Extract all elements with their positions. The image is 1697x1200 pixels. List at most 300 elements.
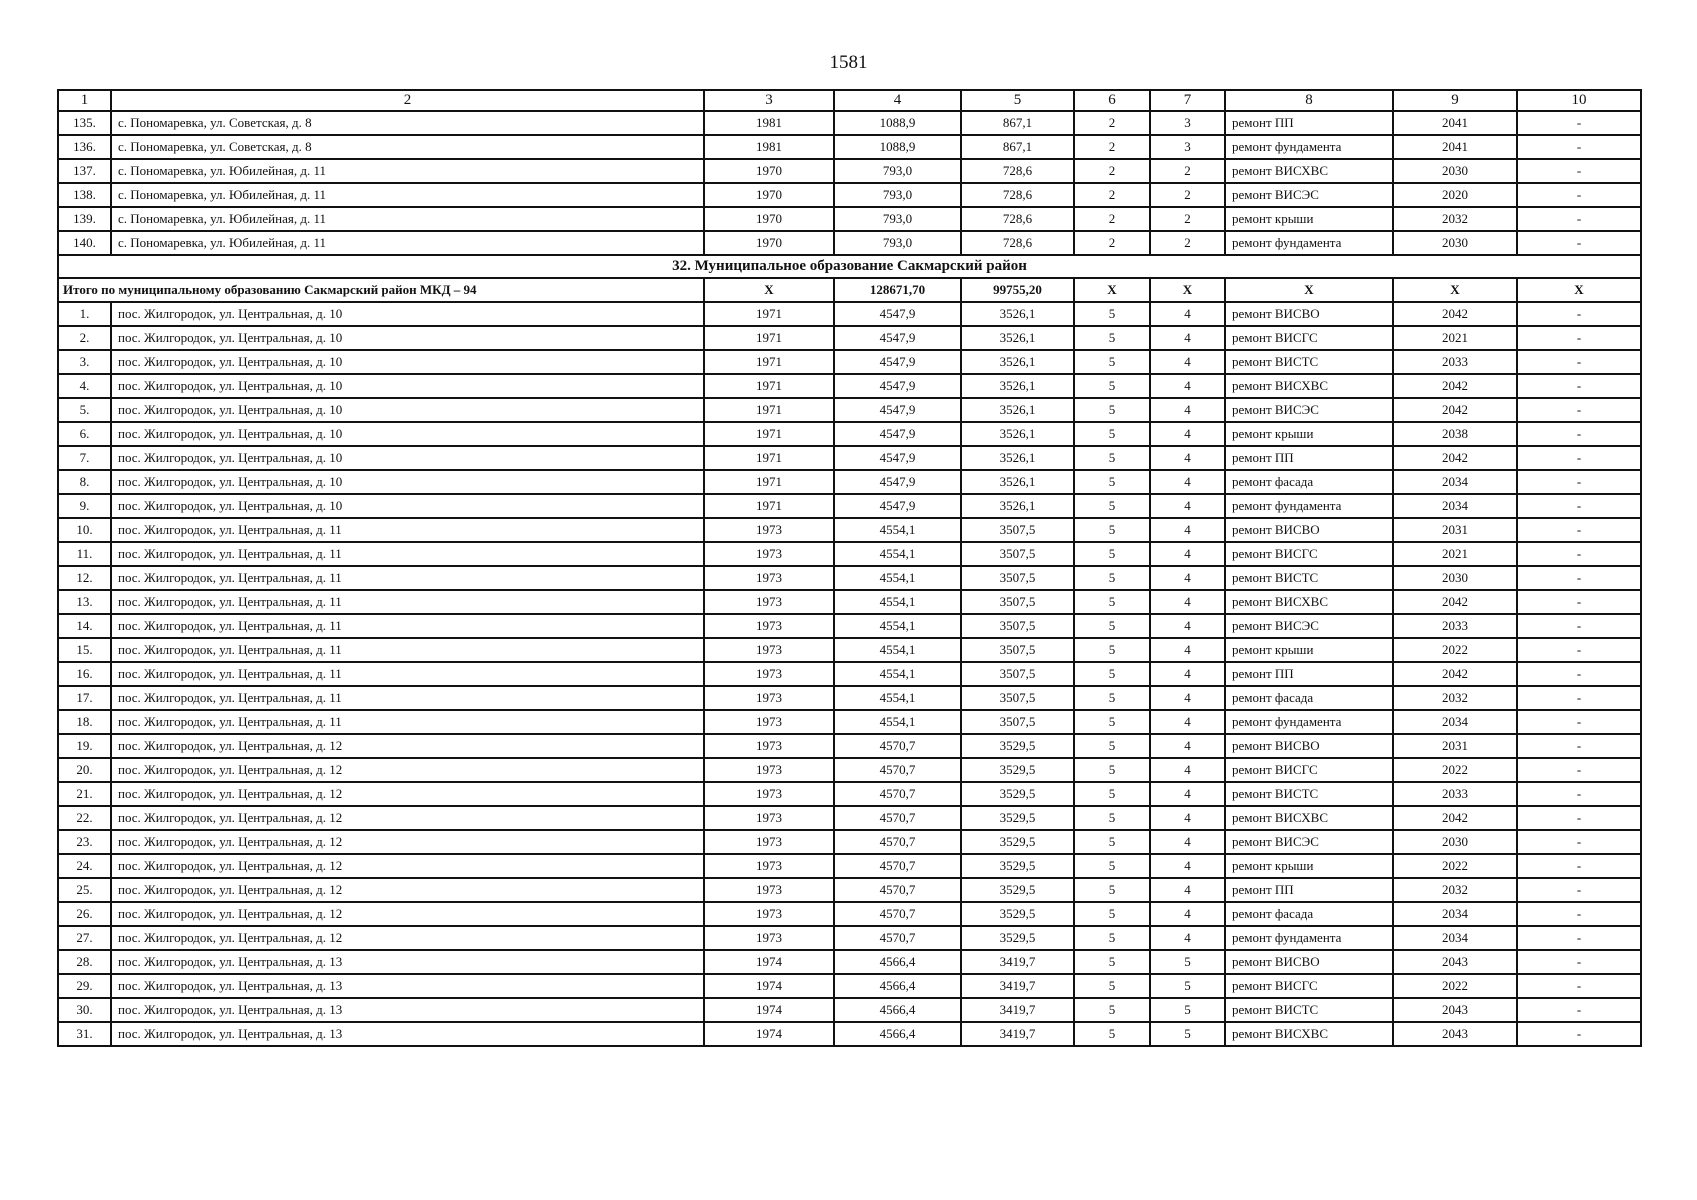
entrances-cell: 4: [1150, 350, 1225, 374]
floors-cell: 5: [1074, 878, 1150, 902]
table-row: [58, 542, 1641, 566]
row-number-cell: 25.: [58, 878, 111, 902]
floors-cell: 5: [1074, 926, 1150, 950]
address-cell: пос. Жилгородок, ул. Центральная, д. 11: [111, 614, 704, 638]
column-number: 3: [704, 90, 834, 111]
living-area-cell: 728,6: [961, 231, 1074, 255]
row-number-cell: 31.: [58, 1022, 111, 1046]
build-year-cell: 1974: [704, 950, 834, 974]
table-row: [58, 878, 1641, 902]
living-area-cell: 3529,5: [961, 806, 1074, 830]
work-type-cell: ремонт крыши: [1225, 207, 1393, 231]
total-area-cell: 4547,9: [834, 398, 961, 422]
row-number-cell: 15.: [58, 638, 111, 662]
work-type-cell: ремонт ВИСВО: [1225, 518, 1393, 542]
planned-year-cell: 2022: [1393, 758, 1517, 782]
row-number-cell: 12.: [58, 566, 111, 590]
address-cell: пос. Жилгородок, ул. Центральная, д. 12: [111, 878, 704, 902]
address-cell: пос. Жилгородок, ул. Центральная, д. 13: [111, 974, 704, 998]
work-type-cell: ремонт ВИСХВС: [1225, 1022, 1393, 1046]
entrances-cell: 4: [1150, 830, 1225, 854]
work-type-cell: ремонт ВИСГС: [1225, 326, 1393, 350]
floors-cell: 5: [1074, 326, 1150, 350]
note-cell: -: [1517, 566, 1641, 590]
floors-cell: 5: [1074, 542, 1150, 566]
note-cell: -: [1517, 878, 1641, 902]
total-area-cell: 4554,1: [834, 638, 961, 662]
address-cell: пос. Жилгородок, ул. Центральная, д. 11: [111, 542, 704, 566]
entrances-cell: 4: [1150, 686, 1225, 710]
table-row: [58, 998, 1641, 1022]
planned-year-cell: 2041: [1393, 111, 1517, 135]
build-year-cell: 1973: [704, 662, 834, 686]
table-row: [58, 566, 1641, 590]
living-area-cell: 3526,1: [961, 326, 1074, 350]
entrances-cell: 4: [1150, 614, 1225, 638]
floors-cell: 5: [1074, 662, 1150, 686]
column-number: 6: [1074, 90, 1150, 111]
address-cell: пос. Жилгородок, ул. Центральная, д. 11: [111, 590, 704, 614]
planned-year-cell: 2043: [1393, 950, 1517, 974]
living-area-cell: 3526,1: [961, 398, 1074, 422]
column-number: 1: [58, 90, 111, 111]
planned-year-cell: 2033: [1393, 614, 1517, 638]
floors-cell: 5: [1074, 830, 1150, 854]
table-row: [58, 710, 1641, 734]
floors-cell: 5: [1074, 806, 1150, 830]
build-year-cell: 1973: [704, 710, 834, 734]
living-area-cell: 3507,5: [961, 542, 1074, 566]
table-row: [58, 1022, 1641, 1046]
note-cell: -: [1517, 446, 1641, 470]
living-area-cell: 867,1: [961, 135, 1074, 159]
entrances-cell: 4: [1150, 374, 1225, 398]
work-type-cell: ремонт ВИСТС: [1225, 782, 1393, 806]
living-area-cell: 3529,5: [961, 926, 1074, 950]
work-type-cell: ремонт крыши: [1225, 638, 1393, 662]
floors-cell: 5: [1074, 518, 1150, 542]
note-cell: -: [1517, 135, 1641, 159]
work-type-cell: ремонт ВИСВО: [1225, 950, 1393, 974]
floors-cell: 5: [1074, 782, 1150, 806]
table-row: [58, 111, 1641, 135]
build-year-cell: 1973: [704, 614, 834, 638]
column-number-row: [58, 90, 1641, 111]
floors-cell: 5: [1074, 422, 1150, 446]
living-area-cell: 3507,5: [961, 686, 1074, 710]
build-year-cell: 1971: [704, 350, 834, 374]
note-cell: -: [1517, 159, 1641, 183]
planned-year-cell: 2034: [1393, 902, 1517, 926]
entrances-cell: 2: [1150, 183, 1225, 207]
floors-cell: 5: [1074, 902, 1150, 926]
living-area-cell: 3526,1: [961, 374, 1074, 398]
address-cell: пос. Жилгородок, ул. Центральная, д. 10: [111, 398, 704, 422]
total-area-cell: 4547,9: [834, 446, 961, 470]
row-number-cell: 136.: [58, 135, 111, 159]
living-area-cell: 3529,5: [961, 878, 1074, 902]
planned-year-cell: 2042: [1393, 446, 1517, 470]
entrances-cell: 4: [1150, 638, 1225, 662]
repair-schedule-table: [57, 89, 1642, 1047]
address-cell: пос. Жилгородок, ул. Центральная, д. 10: [111, 494, 704, 518]
entrances-cell: 4: [1150, 494, 1225, 518]
table-row: [58, 734, 1641, 758]
total-area-cell: 4566,4: [834, 998, 961, 1022]
address-cell: с. Пономаревка, ул. Юбилейная, д. 11: [111, 159, 704, 183]
table-row: [58, 950, 1641, 974]
floors-cell: 2: [1074, 111, 1150, 135]
note-cell: -: [1517, 470, 1641, 494]
build-year-cell: 1971: [704, 302, 834, 326]
total-area-cell: 4570,7: [834, 854, 961, 878]
total-area-cell: 4570,7: [834, 830, 961, 854]
planned-year-cell: 2020: [1393, 183, 1517, 207]
work-type-cell: ремонт фундамента: [1225, 231, 1393, 255]
table-row: [58, 374, 1641, 398]
note-cell: -: [1517, 350, 1641, 374]
build-year-cell: 1973: [704, 542, 834, 566]
build-year-cell: 1971: [704, 422, 834, 446]
build-year-cell: 1973: [704, 590, 834, 614]
living-area-cell: 3507,5: [961, 614, 1074, 638]
table-row: [58, 830, 1641, 854]
floors-cell: 5: [1074, 350, 1150, 374]
living-area-cell: 3526,1: [961, 446, 1074, 470]
note-cell: -: [1517, 950, 1641, 974]
planned-year-cell: 2030: [1393, 566, 1517, 590]
floors-cell: 5: [1074, 374, 1150, 398]
note-cell: -: [1517, 111, 1641, 135]
note-cell: -: [1517, 494, 1641, 518]
note-cell: -: [1517, 734, 1641, 758]
address-cell: пос. Жилгородок, ул. Центральная, д. 10: [111, 422, 704, 446]
build-year-cell: 1971: [704, 446, 834, 470]
build-year-cell: 1973: [704, 878, 834, 902]
total-cell: X: [1074, 278, 1150, 302]
total-area-cell: 793,0: [834, 207, 961, 231]
note-cell: -: [1517, 183, 1641, 207]
note-cell: -: [1517, 302, 1641, 326]
row-number-cell: 13.: [58, 590, 111, 614]
entrances-cell: 4: [1150, 758, 1225, 782]
table-row: [58, 470, 1641, 494]
build-year-cell: 1970: [704, 231, 834, 255]
row-number-cell: 30.: [58, 998, 111, 1022]
column-number: 4: [834, 90, 961, 111]
build-year-cell: 1973: [704, 686, 834, 710]
build-year-cell: 1971: [704, 494, 834, 518]
row-number-cell: 8.: [58, 470, 111, 494]
living-area-cell: 3507,5: [961, 518, 1074, 542]
planned-year-cell: 2030: [1393, 231, 1517, 255]
work-type-cell: ремонт ПП: [1225, 446, 1393, 470]
total-area-cell: 4570,7: [834, 806, 961, 830]
entrances-cell: 4: [1150, 470, 1225, 494]
living-area-cell: 728,6: [961, 159, 1074, 183]
table-row: [58, 183, 1641, 207]
table-row: [58, 350, 1641, 374]
entrances-cell: 4: [1150, 806, 1225, 830]
build-year-cell: 1974: [704, 974, 834, 998]
planned-year-cell: 2022: [1393, 974, 1517, 998]
entrances-cell: 2: [1150, 159, 1225, 183]
table-row: [58, 494, 1641, 518]
floors-cell: 2: [1074, 135, 1150, 159]
floors-cell: 2: [1074, 207, 1150, 231]
floors-cell: 2: [1074, 159, 1150, 183]
build-year-cell: 1973: [704, 854, 834, 878]
planned-year-cell: 2032: [1393, 686, 1517, 710]
planned-year-cell: 2022: [1393, 638, 1517, 662]
entrances-cell: 4: [1150, 902, 1225, 926]
planned-year-cell: 2042: [1393, 302, 1517, 326]
living-area-cell: 3419,7: [961, 998, 1074, 1022]
address-cell: пос. Жилгородок, ул. Центральная, д. 10: [111, 470, 704, 494]
table-row: [58, 518, 1641, 542]
entrances-cell: 4: [1150, 446, 1225, 470]
floors-cell: 5: [1074, 710, 1150, 734]
entrances-cell: 5: [1150, 998, 1225, 1022]
living-area-cell: 728,6: [961, 183, 1074, 207]
planned-year-cell: 2034: [1393, 470, 1517, 494]
planned-year-cell: 2043: [1393, 998, 1517, 1022]
build-year-cell: 1973: [704, 830, 834, 854]
entrances-cell: 4: [1150, 782, 1225, 806]
entrances-cell: 4: [1150, 518, 1225, 542]
entrances-cell: 4: [1150, 710, 1225, 734]
table-row: [58, 758, 1641, 782]
floors-cell: 5: [1074, 590, 1150, 614]
living-area-cell: 3529,5: [961, 758, 1074, 782]
row-number-cell: 23.: [58, 830, 111, 854]
build-year-cell: 1974: [704, 1022, 834, 1046]
floors-cell: 5: [1074, 470, 1150, 494]
address-cell: пос. Жилгородок, ул. Центральная, д. 13: [111, 998, 704, 1022]
living-area-cell: 3529,5: [961, 734, 1074, 758]
table-row: [58, 782, 1641, 806]
table-row: [58, 614, 1641, 638]
address-cell: пос. Жилгородок, ул. Центральная, д. 11: [111, 710, 704, 734]
entrances-cell: 4: [1150, 302, 1225, 326]
entrances-cell: 2: [1150, 231, 1225, 255]
build-year-cell: 1973: [704, 638, 834, 662]
work-type-cell: ремонт ВИСЭС: [1225, 614, 1393, 638]
entrances-cell: 4: [1150, 422, 1225, 446]
work-type-cell: ремонт фундамента: [1225, 135, 1393, 159]
work-type-cell: ремонт ВИСХВС: [1225, 806, 1393, 830]
row-number-cell: 139.: [58, 207, 111, 231]
table-row: [58, 231, 1641, 255]
address-cell: пос. Жилгородок, ул. Центральная, д. 11: [111, 566, 704, 590]
work-type-cell: ремонт ПП: [1225, 878, 1393, 902]
build-year-cell: 1973: [704, 902, 834, 926]
row-number-cell: 7.: [58, 446, 111, 470]
work-type-cell: ремонт ВИСЭС: [1225, 830, 1393, 854]
total-area-cell: 4570,7: [834, 758, 961, 782]
address-cell: пос. Жилгородок, ул. Центральная, д. 11: [111, 638, 704, 662]
work-type-cell: ремонт фундамента: [1225, 710, 1393, 734]
planned-year-cell: 2042: [1393, 590, 1517, 614]
table-row: [58, 422, 1641, 446]
work-type-cell: ремонт ВИСВО: [1225, 734, 1393, 758]
note-cell: -: [1517, 207, 1641, 231]
floors-cell: 2: [1074, 183, 1150, 207]
entrances-cell: 4: [1150, 662, 1225, 686]
floors-cell: 5: [1074, 974, 1150, 998]
address-cell: пос. Жилгородок, ул. Центральная, д. 10: [111, 350, 704, 374]
total-area-cell: 4570,7: [834, 734, 961, 758]
note-cell: -: [1517, 326, 1641, 350]
entrances-cell: 4: [1150, 326, 1225, 350]
table-row: [58, 638, 1641, 662]
floors-cell: 5: [1074, 398, 1150, 422]
planned-year-cell: 2030: [1393, 830, 1517, 854]
row-number-cell: 11.: [58, 542, 111, 566]
entrances-cell: 4: [1150, 926, 1225, 950]
planned-year-cell: 2042: [1393, 806, 1517, 830]
total-area-cell: 4570,7: [834, 878, 961, 902]
planned-year-cell: 2021: [1393, 542, 1517, 566]
living-area-cell: 3526,1: [961, 302, 1074, 326]
note-cell: -: [1517, 374, 1641, 398]
table-row: [58, 662, 1641, 686]
row-number-cell: 3.: [58, 350, 111, 374]
total-area-cell: 4547,9: [834, 422, 961, 446]
planned-year-cell: 2043: [1393, 1022, 1517, 1046]
build-year-cell: 1973: [704, 566, 834, 590]
table-row: [58, 302, 1641, 326]
row-number-cell: 28.: [58, 950, 111, 974]
address-cell: пос. Жилгородок, ул. Центральная, д. 12: [111, 854, 704, 878]
row-number-cell: 19.: [58, 734, 111, 758]
planned-year-cell: 2034: [1393, 710, 1517, 734]
living-area-cell: 3507,5: [961, 638, 1074, 662]
floors-cell: 5: [1074, 638, 1150, 662]
table-row: [58, 974, 1641, 998]
row-number-cell: 6.: [58, 422, 111, 446]
planned-year-cell: 2033: [1393, 782, 1517, 806]
work-type-cell: ремонт ВИСХВС: [1225, 590, 1393, 614]
address-cell: пос. Жилгородок, ул. Центральная, д. 13: [111, 950, 704, 974]
address-cell: пос. Жилгородок, ул. Центральная, д. 11: [111, 518, 704, 542]
planned-year-cell: 2021: [1393, 326, 1517, 350]
total-area-cell: 793,0: [834, 183, 961, 207]
note-cell: -: [1517, 590, 1641, 614]
total-area-cell: 4554,1: [834, 518, 961, 542]
table-row: [58, 207, 1641, 231]
row-number-cell: 140.: [58, 231, 111, 255]
address-cell: пос. Жилгородок, ул. Центральная, д. 12: [111, 734, 704, 758]
living-area-cell: 3507,5: [961, 590, 1074, 614]
planned-year-cell: 2038: [1393, 422, 1517, 446]
planned-year-cell: 2032: [1393, 207, 1517, 231]
row-number-cell: 20.: [58, 758, 111, 782]
living-area-cell: 3529,5: [961, 830, 1074, 854]
row-number-cell: 22.: [58, 806, 111, 830]
address-cell: пос. Жилгородок, ул. Центральная, д. 12: [111, 782, 704, 806]
row-number-cell: 29.: [58, 974, 111, 998]
address-cell: пос. Жилгородок, ул. Центральная, д. 13: [111, 1022, 704, 1046]
total-area-cell: 4554,1: [834, 662, 961, 686]
total-area-cell: 4554,1: [834, 542, 961, 566]
build-year-cell: 1981: [704, 111, 834, 135]
total-area-cell: 4570,7: [834, 902, 961, 926]
note-cell: -: [1517, 710, 1641, 734]
address-cell: с. Пономаревка, ул. Юбилейная, д. 11: [111, 207, 704, 231]
column-number: 9: [1393, 90, 1517, 111]
table-row: [58, 446, 1641, 470]
entrances-cell: 4: [1150, 878, 1225, 902]
address-cell: пос. Жилгородок, ул. Центральная, д. 10: [111, 446, 704, 470]
total-area-cell: 1088,9: [834, 111, 961, 135]
work-type-cell: ремонт ВИСГС: [1225, 542, 1393, 566]
note-cell: -: [1517, 542, 1641, 566]
column-number: 2: [111, 90, 704, 111]
total-area-cell: 4554,1: [834, 686, 961, 710]
build-year-cell: 1973: [704, 734, 834, 758]
table-row: [58, 135, 1641, 159]
table-row: [58, 806, 1641, 830]
planned-year-cell: 2042: [1393, 374, 1517, 398]
work-type-cell: ремонт ВИСЭС: [1225, 398, 1393, 422]
note-cell: -: [1517, 231, 1641, 255]
total-area-cell: 4547,9: [834, 374, 961, 398]
note-cell: -: [1517, 902, 1641, 926]
floors-cell: 5: [1074, 758, 1150, 782]
total-area-cell: 4554,1: [834, 710, 961, 734]
column-number: 10: [1517, 90, 1641, 111]
planned-year-cell: 2041: [1393, 135, 1517, 159]
table-row: [58, 326, 1641, 350]
table-row: [58, 686, 1641, 710]
address-cell: пос. Жилгородок, ул. Центральная, д. 12: [111, 830, 704, 854]
floors-cell: 5: [1074, 854, 1150, 878]
living-area-cell: 3529,5: [961, 782, 1074, 806]
note-cell: -: [1517, 614, 1641, 638]
total-area-cell: 4570,7: [834, 926, 961, 950]
table-row: [58, 854, 1641, 878]
row-number-cell: 135.: [58, 111, 111, 135]
work-type-cell: ремонт ВИСГС: [1225, 758, 1393, 782]
address-cell: пос. Жилгородок, ул. Центральная, д. 11: [111, 686, 704, 710]
note-cell: -: [1517, 422, 1641, 446]
address-cell: с. Пономаревка, ул. Советская, д. 8: [111, 135, 704, 159]
build-year-cell: 1971: [704, 326, 834, 350]
note-cell: -: [1517, 974, 1641, 998]
table-row: [58, 926, 1641, 950]
floors-cell: 5: [1074, 950, 1150, 974]
address-cell: пос. Жилгородок, ул. Центральная, д. 12: [111, 902, 704, 926]
total-cell: X: [704, 278, 834, 302]
floors-cell: 5: [1074, 998, 1150, 1022]
total-area-cell: 4554,1: [834, 590, 961, 614]
work-type-cell: ремонт ВИСХВС: [1225, 374, 1393, 398]
total-area-cell: 793,0: [834, 231, 961, 255]
table-row: [58, 902, 1641, 926]
build-year-cell: 1981: [704, 135, 834, 159]
entrances-cell: 4: [1150, 590, 1225, 614]
row-number-cell: 5.: [58, 398, 111, 422]
address-cell: пос. Жилгородок, ул. Центральная, д. 11: [111, 662, 704, 686]
living-area-cell: 728,6: [961, 207, 1074, 231]
entrances-cell: 4: [1150, 398, 1225, 422]
living-area-cell: 867,1: [961, 111, 1074, 135]
section-title: 32. Муниципальное образование Сакмарский район: [58, 255, 1641, 278]
work-type-cell: ремонт фасада: [1225, 902, 1393, 926]
row-number-cell: 9.: [58, 494, 111, 518]
entrances-cell: 4: [1150, 542, 1225, 566]
